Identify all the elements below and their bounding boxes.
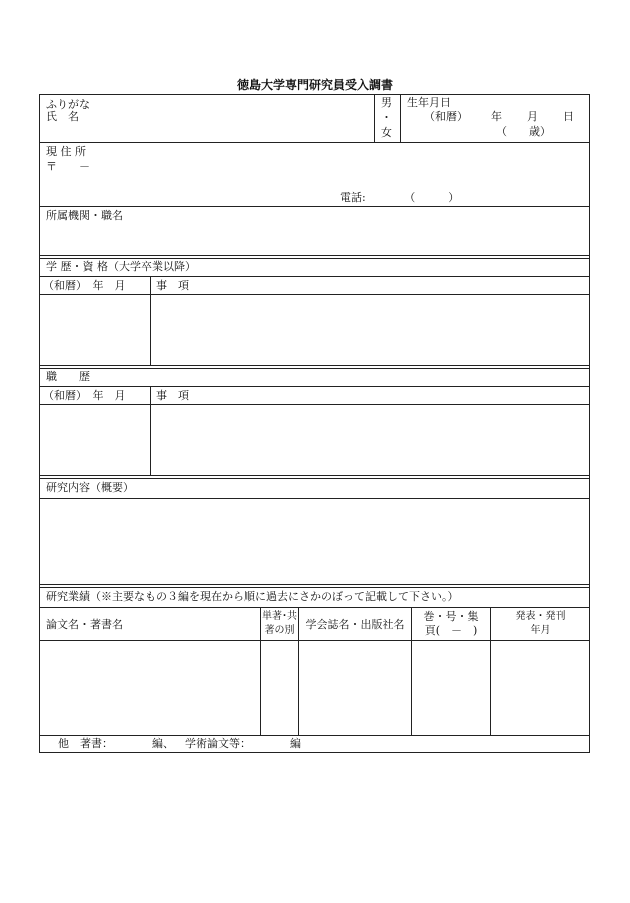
name-label: 氏 名 xyxy=(46,110,79,123)
papers-count-unit[interactable]: 編 xyxy=(290,737,301,750)
form-title: 徳島大学専門研究員受入調書 xyxy=(236,78,393,92)
career-entry-area[interactable] xyxy=(40,405,589,474)
career-title: 職 歴 xyxy=(46,370,90,383)
sex-dot: ・ xyxy=(381,111,392,124)
name-field[interactable] xyxy=(110,97,370,139)
furigana-label: ふりがな xyxy=(46,98,90,111)
row-divider xyxy=(39,607,590,608)
volume-header-line1: 巻・号・集 xyxy=(423,610,479,623)
research-title: 研究内容（概要） xyxy=(46,481,134,494)
paper-title-header: 論文名・著書名 xyxy=(46,618,123,631)
postal-code[interactable]: 〒 － xyxy=(46,160,90,173)
section-divider xyxy=(39,584,590,588)
publish-date-header-line1: 発表・発刊 xyxy=(515,611,566,622)
section-divider xyxy=(39,255,590,259)
birthdate-label: 生年月日 xyxy=(407,96,451,109)
sex-male[interactable]: 男 xyxy=(381,96,392,109)
books-count-unit[interactable]: 編、 xyxy=(152,737,174,750)
row-divider xyxy=(39,386,590,387)
birthdate-year: 年 xyxy=(491,110,502,123)
achievements-entry-area[interactable] xyxy=(40,641,589,734)
volume-header-line2: 頁( － ) xyxy=(424,624,478,637)
sex-female[interactable]: 女 xyxy=(381,126,392,139)
age-field[interactable]: （ 歳） xyxy=(496,125,551,138)
section-divider xyxy=(39,475,590,479)
papers-label: 学術論文等： xyxy=(185,737,251,750)
birthdate-month: 月 xyxy=(527,110,538,123)
publish-date-header-line2: 年月 xyxy=(530,625,551,636)
row-divider xyxy=(39,735,590,736)
birthdate-day: 日 xyxy=(563,110,574,123)
sex-divider-right xyxy=(400,94,401,142)
career-date-header: （和暦） 年 月 xyxy=(43,389,126,402)
education-title: 学 歴・資 格（大学卒業以降） xyxy=(46,260,196,273)
sex-divider-left xyxy=(374,94,375,142)
achievements-title: 研究業績（※主要なもの３編を現在から順に過去にさかのぼって記載して下さい。） xyxy=(46,590,459,603)
journal-header: 学会誌名・出版社名 xyxy=(305,618,405,631)
address-label: 現 住 所 xyxy=(46,145,86,158)
authorship-header-line2: 著の別 xyxy=(264,625,295,636)
birthdate-era: （和暦） xyxy=(424,110,468,123)
education-item-header: 事 項 xyxy=(156,279,189,292)
education-date-header: （和暦） 年 月 xyxy=(43,279,126,292)
education-entry-area[interactable] xyxy=(40,295,589,364)
affiliation-label: 所属機関・職名 xyxy=(46,209,123,222)
career-item-header: 事 項 xyxy=(156,389,189,402)
row-divider xyxy=(39,206,590,207)
row-divider xyxy=(39,142,590,143)
affiliation-field[interactable] xyxy=(46,224,586,254)
phone-field[interactable]: 電話: （ ） xyxy=(340,191,460,204)
section-divider xyxy=(39,365,590,369)
row-divider xyxy=(39,276,590,277)
authorship-header-line1: 単著･共 xyxy=(262,611,297,622)
research-content-area[interactable] xyxy=(40,499,589,583)
other-books-label: 他 著書： xyxy=(58,737,113,750)
